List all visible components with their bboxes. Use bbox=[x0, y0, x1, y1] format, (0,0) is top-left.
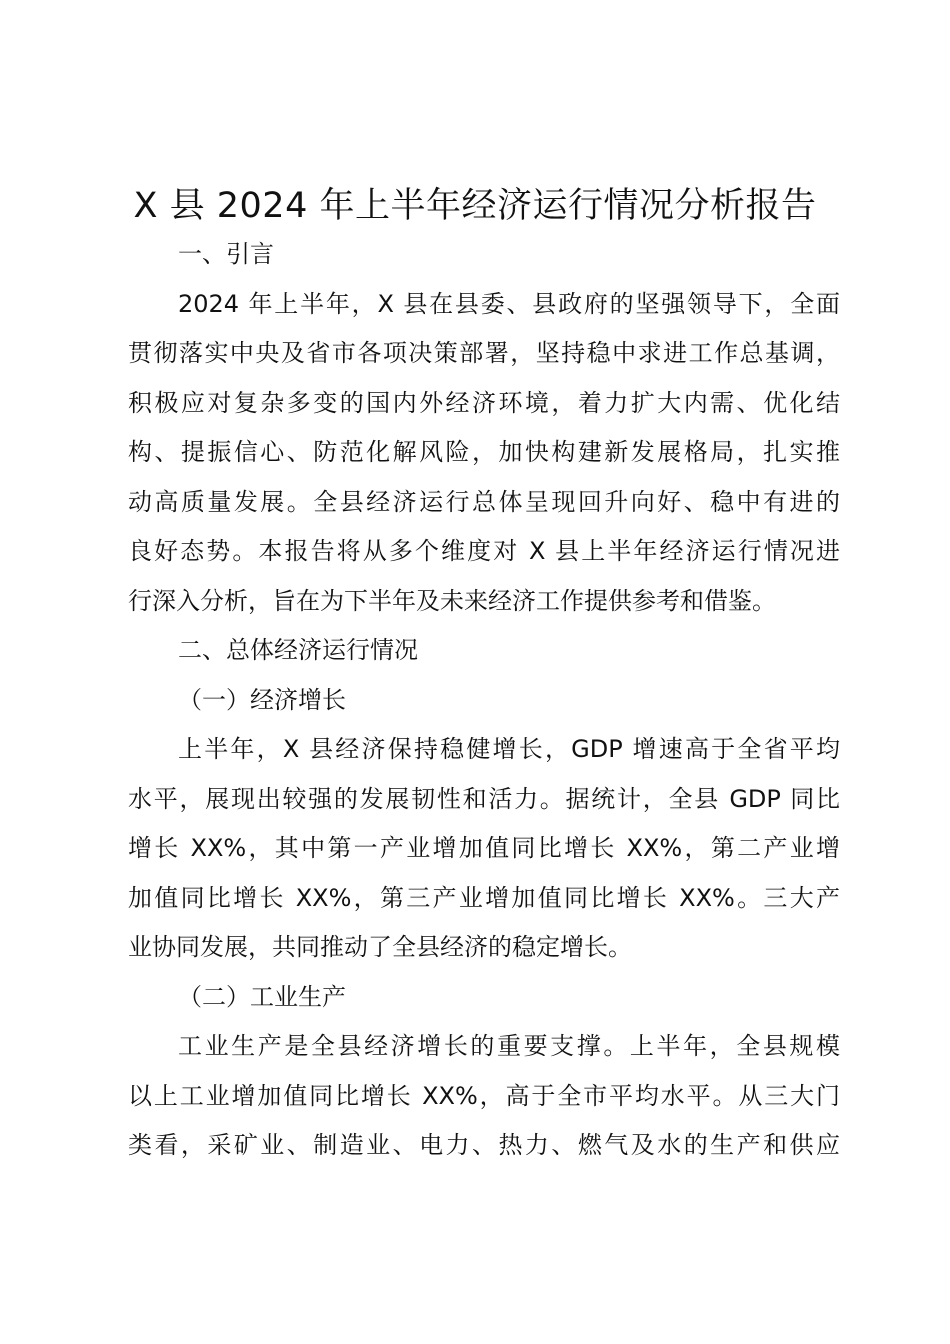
paragraph-industry bbox=[128, 1022, 840, 1171]
paragraph-line: 良好态势。本报告将从多个维度对 X 县上半年经济运行情况进 bbox=[128, 537, 840, 565]
paragraph-introduction bbox=[128, 280, 840, 627]
section-heading-introduction: 一、引言 bbox=[178, 240, 274, 268]
subsection-heading-industry: （二）工业生产 bbox=[178, 982, 346, 1011]
section-heading-overall: 二、总体经济运行情况 bbox=[178, 636, 418, 664]
paragraph-growth bbox=[128, 725, 840, 973]
paragraph-line: 行深入分析，旨在为下半年及未来经济工作提供参考和借鉴。 bbox=[128, 586, 776, 615]
paragraph-line: 加值同比增长 XX%，第三产业增加值同比增长 XX%。三大产 bbox=[128, 883, 840, 912]
paragraph-line: 以上工业增加值同比增长 XX%，高于全市平均水平。从三大门 bbox=[128, 1081, 840, 1110]
paragraph-line: 工业生产是全县经济增长的重要支撑。上半年，全县规模 bbox=[178, 1032, 840, 1060]
paragraph-line: 水平，展现出较强的发展韧性和活力。据统计，全县 GDP 同比 bbox=[128, 784, 840, 813]
paragraph-line: 贯彻落实中央及省市各项决策部署，坚持稳中求进工作总基调， bbox=[128, 339, 840, 367]
paragraph-line: 上半年，X 县经济保持稳健增长，GDP 增速高于全省平均 bbox=[178, 735, 840, 763]
paragraph-line: 类看，采矿业、制造业、电力、热力、燃气及水的生产和供应 bbox=[128, 1131, 840, 1159]
subsection-heading-growth: （一）经济增长 bbox=[178, 685, 346, 714]
paragraph-line: 增长 XX%，其中第一产业增加值同比增长 XX%，第二产业增 bbox=[128, 834, 840, 862]
paragraph-line: 动高质量发展。全县经济运行总体呈现回升向好、稳中有进的 bbox=[128, 487, 840, 516]
paragraph-line: 构、提振信心、防范化解风险，加快构建新发展格局，扎实推 bbox=[128, 438, 840, 466]
paragraph-line: 业协同发展，共同推动了全县经济的稳定增长。 bbox=[128, 933, 632, 961]
paragraph-line: 2024 年上半年，X 县在县委、县政府的坚强领导下，全面 bbox=[178, 289, 840, 318]
paragraph-line: 积极应对复杂多变的国内外经济环境，着力扩大内需、优化结 bbox=[128, 388, 840, 417]
document-body bbox=[128, 230, 840, 1171]
document-title: X 县 2024 年上半年经济运行情况分析报告 bbox=[133, 186, 817, 226]
